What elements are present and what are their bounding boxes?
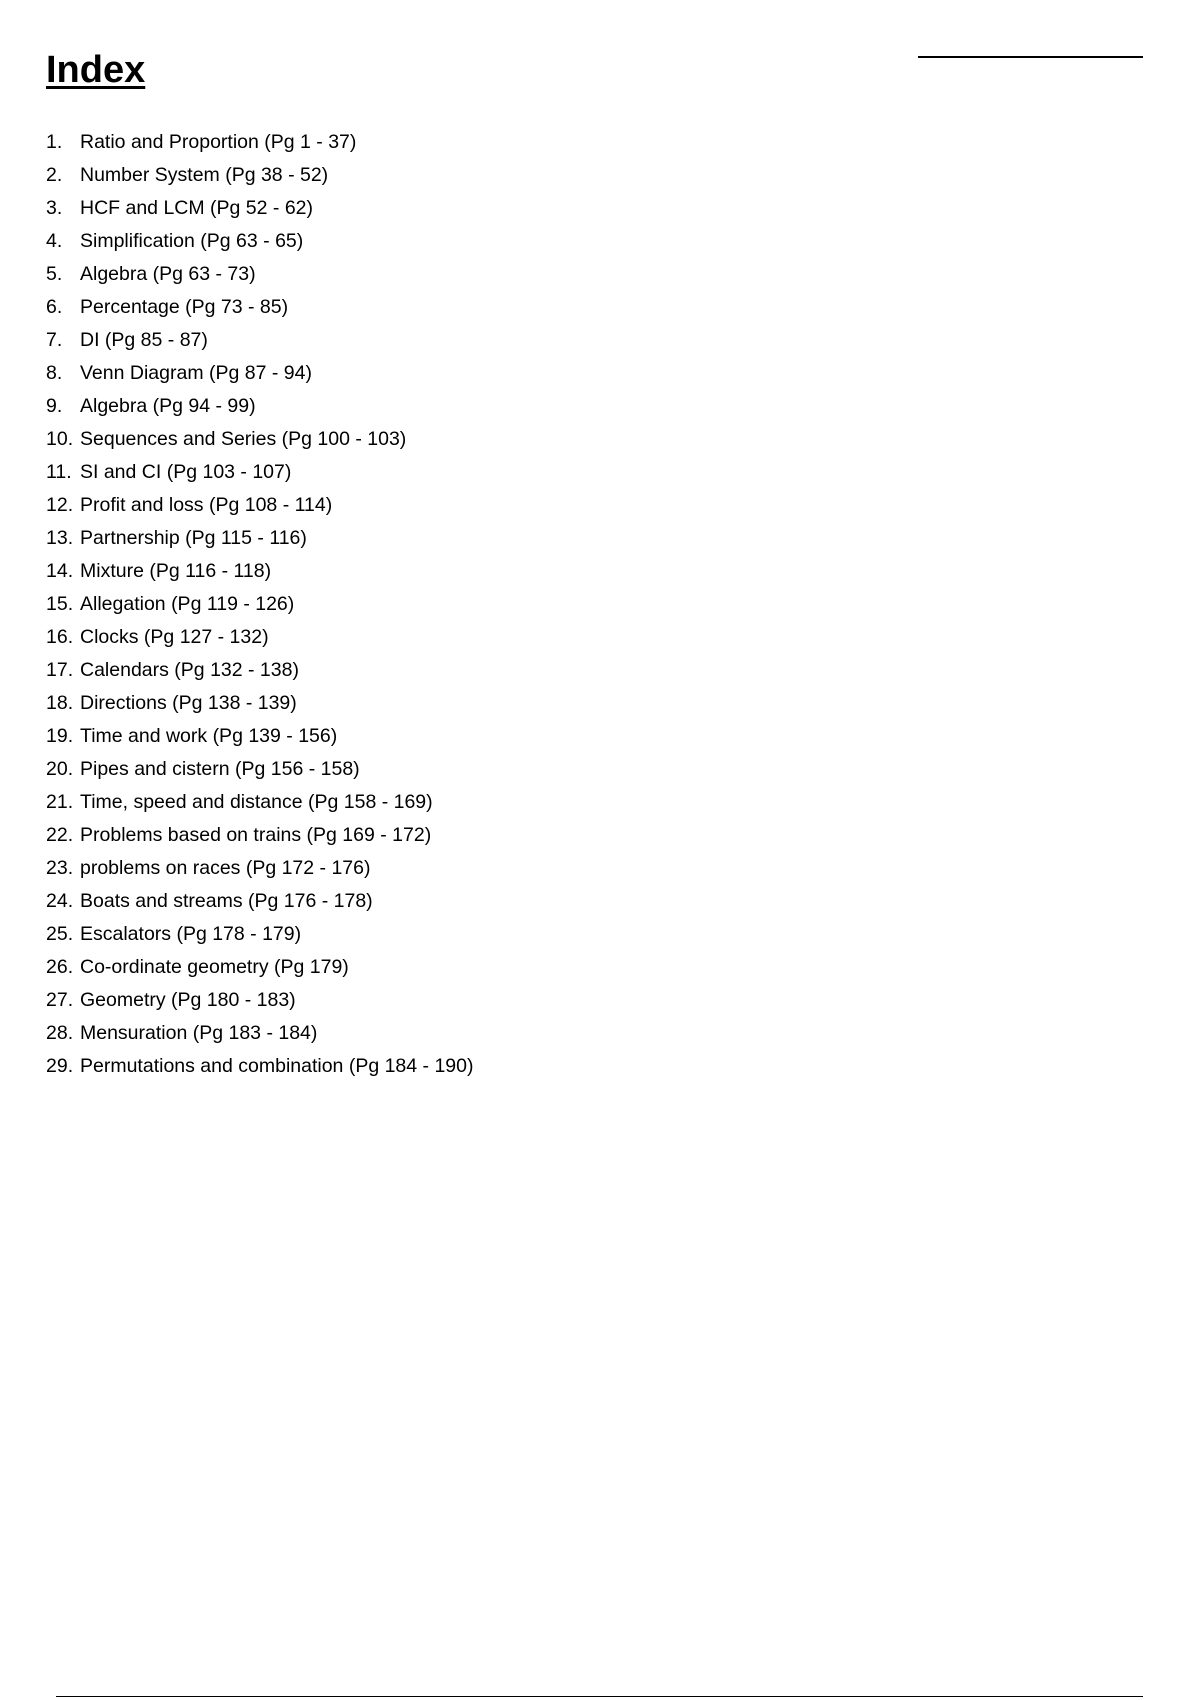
item-text: Directions (Pg 138 - 139) [80,692,297,714]
footer-rule [56,1696,1143,1697]
item-text: Partnership (Pg 115 - 116) [80,527,307,549]
item-text: DI (Pg 85 - 87) [80,329,208,351]
item-number: 18. [46,692,74,714]
item-number: 5. [46,263,63,285]
item-number: 13. [46,527,74,549]
item-text: Boats and streams (Pg 176 - 178) [80,890,373,912]
item-text: Algebra (Pg 94 - 99) [80,395,256,417]
item-text: Calendars (Pg 132 - 138) [80,659,299,681]
item-text: Venn Diagram (Pg 87 - 94) [80,362,312,384]
list-item [46,489,473,522]
item-text: Algebra (Pg 63 - 73) [80,263,256,285]
item-number: 23. [46,857,74,879]
item-number: 3. [46,197,63,219]
list-item [46,819,473,852]
list-item [46,621,473,654]
list-item [46,423,473,456]
list-item [46,291,473,324]
item-number: 16. [46,626,74,648]
item-text: HCF and LCM (Pg 52 - 62) [80,197,314,219]
item-text: Clocks (Pg 127 - 132) [80,626,269,648]
item-text: Mensuration (Pg 183 - 184) [80,1022,318,1044]
item-number: 19. [46,725,74,747]
item-number: 10. [46,428,74,450]
item-number: 8. [46,362,63,384]
list-item [46,951,473,984]
item-number: 6. [46,296,63,318]
list-item [46,687,473,720]
item-text: Problems based on trains (Pg 169 - 172) [80,824,432,846]
item-number: 7. [46,329,63,351]
item-number: 22. [46,824,74,846]
item-number: 17. [46,659,74,681]
list-item [46,159,473,192]
list-item [46,357,473,390]
list-item [46,555,473,588]
item-number: 12. [46,494,74,516]
list-item [46,390,473,423]
item-number: 24. [46,890,74,912]
item-number: 2. [46,164,63,186]
list-item [46,588,473,621]
list-item [46,1017,473,1050]
item-text: SI and CI (Pg 103 - 107) [80,461,292,483]
list-item [46,1050,473,1083]
list-item [46,456,473,489]
item-text: Permutations and combination (Pg 184 - 190) [80,1055,474,1077]
list-item [46,258,473,291]
page-title: Index [46,49,146,91]
item-text: Time, speed and distance (Pg 158 - 169) [80,791,433,813]
item-number: 9. [46,395,63,417]
item-number: 29. [46,1055,74,1077]
item-text: problems on races (Pg 172 - 176) [80,857,371,879]
list-item [46,324,473,357]
list-item [46,918,473,951]
item-text: Percentage (Pg 73 - 85) [80,296,289,318]
list-item [46,984,473,1017]
item-number: 25. [46,923,74,945]
list-item [46,753,473,786]
list-item [46,885,473,918]
list-item [46,192,473,225]
item-number: 27. [46,989,74,1011]
item-text: Simplification (Pg 63 - 65) [80,230,304,252]
item-text: Geometry (Pg 180 - 183) [80,989,296,1011]
item-text: Number System (Pg 38 - 52) [80,164,329,186]
item-number: 11. [46,461,72,483]
item-text: Escalators (Pg 178 - 179) [80,923,302,945]
list-item [46,522,473,555]
item-text: Allegation (Pg 119 - 126) [80,593,295,615]
item-number: 14. [46,560,74,582]
list-item [46,786,473,819]
item-text: Ratio and Proportion (Pg 1 - 37) [80,131,357,153]
list-item [46,126,473,159]
item-number: 15. [46,593,74,615]
item-number: 4. [46,230,63,252]
item-text: Mixture (Pg 116 - 118) [80,560,272,582]
list-item [46,852,473,885]
item-number: 28. [46,1022,74,1044]
header-rule [918,56,1143,58]
item-text: Pipes and cistern (Pg 156 - 158) [80,758,360,780]
item-text: Sequences and Series (Pg 100 - 103) [80,428,407,450]
item-number: 26. [46,956,74,978]
item-text: Co-ordinate geometry (Pg 179) [80,956,349,978]
item-number: 20. [46,758,74,780]
item-text: Profit and loss (Pg 108 - 114) [80,494,333,516]
list-item [46,720,473,753]
item-text: Time and work (Pg 139 - 156) [80,725,338,747]
item-number: 1. [46,131,63,153]
index-list [46,126,473,1083]
list-item [46,654,473,687]
list-item [46,225,473,258]
item-number: 21. [46,791,74,813]
